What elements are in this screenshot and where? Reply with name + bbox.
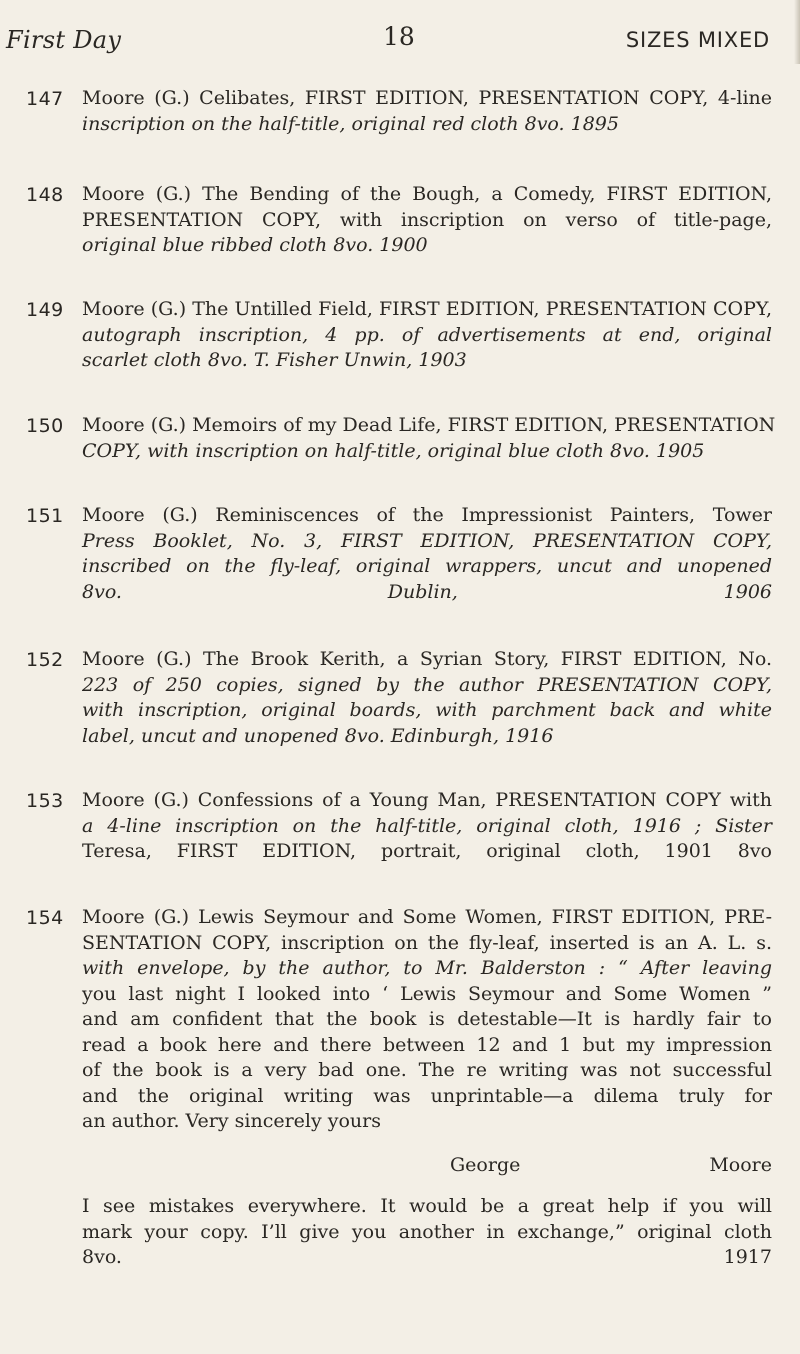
lot-number: 152 xyxy=(26,649,64,671)
description-line: SENTATION COPY, inscription on the fly-leaf, inserted is an A. L. s. xyxy=(82,931,772,954)
lot-description xyxy=(82,905,772,1271)
description-line: and am confident that the book is detestable—It is hardly fair to xyxy=(82,1008,772,1030)
header-day: First Day xyxy=(6,26,122,54)
description-line: Press Booklet, No. 3, FIRST EDITION, PRESENTATION COPY, xyxy=(82,529,772,552)
description-line: Moore (G.) Reminiscences of the Impressionist Painters, Tower xyxy=(82,504,772,526)
page-number: 18 xyxy=(383,22,415,51)
page-header xyxy=(0,18,800,58)
lot-description xyxy=(82,182,772,259)
lot-description xyxy=(82,788,772,865)
lot-number: 147 xyxy=(26,88,64,110)
description-line: with inscription, original boards, with parchment back and white xyxy=(82,699,772,721)
description-line: an author. Very sincerely yours xyxy=(82,1110,381,1132)
description-line: 8vo. 1917 xyxy=(82,1246,772,1268)
lot-number: 150 xyxy=(26,415,64,437)
letter-signature: George Moore xyxy=(450,1153,772,1176)
lot-number: 148 xyxy=(26,184,64,206)
lot-description xyxy=(82,413,776,464)
description-line: Teresa, FIRST EDITION, portrait, original cloth, 1901 8vo xyxy=(82,840,772,862)
lot-description xyxy=(82,297,772,374)
header-section: SIZES MIXED xyxy=(625,28,770,52)
description-line: mark your copy. I’ll give you another in exchange,” original cloth xyxy=(82,1220,772,1243)
lot-description xyxy=(82,647,772,749)
lot-number: 154 xyxy=(26,907,64,929)
description-line: and the original writing was unprintable—a dilema truly for xyxy=(82,1084,772,1107)
description-line: read a book here and there between 12 and 1 but my impression xyxy=(82,1033,772,1056)
lot-number: 153 xyxy=(26,790,64,812)
description-line: I see mistakes everywhere. It would be a great help if you will xyxy=(82,1195,772,1217)
description-line: scarlet cloth 8vo. T. Fisher Unwin, 1903 xyxy=(82,349,467,371)
description-line: 223 of 250 copies, signed by the author PRESENTATION COPY, xyxy=(82,673,772,696)
description-line: with envelope, by the author, to Mr. Balderston : “ After leaving xyxy=(82,957,772,979)
lot-number: 149 xyxy=(26,299,64,321)
lot-number: 151 xyxy=(26,505,64,527)
description-line: Moore (G.) The Brook Kerith, a Syrian Story, FIRST EDITION, No. xyxy=(82,648,772,670)
description-line: original blue ribbed cloth 8vo. 1900 xyxy=(82,234,428,256)
description-line: Moore (G.) Celibates, FIRST EDITION, PRESENTATION COPY, 4-line xyxy=(82,87,772,109)
description-line: PRESENTATION COPY, with inscription on verso of title-page, xyxy=(82,208,772,231)
lot-description xyxy=(82,86,772,137)
description-line: inscription on the half-title, original red cloth 8vo. 1895 xyxy=(82,112,619,135)
description-line: of the book is a very bad one. The re writing was not successful xyxy=(82,1059,772,1081)
description-line: 8vo. Dublin, 1906 xyxy=(82,580,772,603)
description-line: autograph inscription, 4 pp. of advertisements at end, original xyxy=(82,323,772,346)
description-line: Moore (G.) The Bending of the Bough, a Comedy, FIRST EDITION, xyxy=(82,183,772,205)
description-line: Moore (G.) Lewis Seymour and Some Women, FIRST EDITION, PRE- xyxy=(82,906,772,928)
description-line: inscribed on the fly-leaf, original wrappers, uncut and unopened xyxy=(82,555,772,577)
description-line: Moore (G.) Confessions of a Young Man, PRESENTATION COPY with xyxy=(82,789,772,811)
description-line: label, uncut and unopened 8vo. Edinburgh, 1916 xyxy=(82,724,554,747)
description-line: Moore (G.) The Untilled Field, FIRST EDITION, PRESENTATION COPY, xyxy=(82,298,772,320)
description-line: you last night I looked into ‘ Lewis Seymour and Some Women ” xyxy=(82,982,772,1005)
description-line: Moore (G.) Memoirs of my Dead Life, FIRST EDITION, PRESENTATION xyxy=(82,414,776,436)
description-line: a 4-line inscription on the half-title, original cloth, 1916 ; Sister xyxy=(82,814,772,837)
lot-description xyxy=(82,503,772,605)
description-line: COPY, with inscription on half-title, original blue cloth 8vo. 1905 xyxy=(82,439,705,462)
